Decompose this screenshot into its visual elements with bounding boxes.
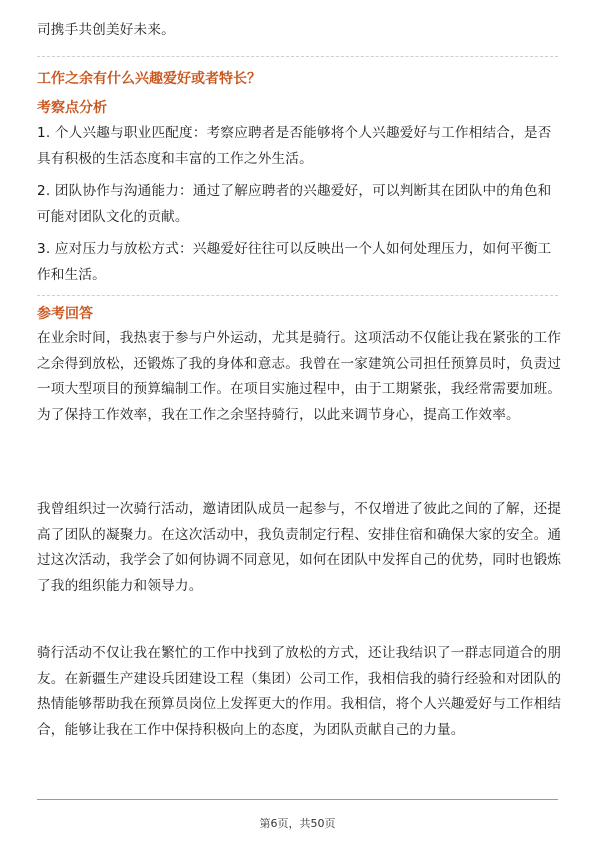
analysis-point-3: 3. 应对压力与放松方式：兴趣爱好往往可以反映出一个人如何处理压力，如何平衡工作和生活。	[37, 241, 552, 283]
section-divider	[37, 56, 558, 57]
page-number: 第6页，共50页	[259, 817, 336, 830]
answer-paragraph-1: 在业余时间，我热衷于参与户外运动，尤其是骑行。这项活动不仅能让我在紧张的工作之余得到放松，还锻炼了我的身体和意志。我曾在一家建筑公司担任预算员时，负责过一项大型项目的预算编制工作。在项目实施过程中，由于工期紧张，我经常需要加班。为了保持工作效率，我在工作之余坚持骑行，以此来调节身心，提高工作效率。	[37, 330, 562, 423]
answer-heading: 参考回答	[37, 306, 93, 322]
analysis-point-1: 1. 个人兴趣与职业匹配度：考察应聘者是否能够将个人兴趣爱好与工作相结合，是否具有积极的生活态度和丰富的工作之外生活。	[37, 125, 552, 167]
section-divider	[37, 295, 558, 296]
analysis-point-2: 2. 团队协作与沟通能力：通过了解应聘者的兴趣爱好，可以判断其在团队中的角色和可能对团队文化的贡献。	[37, 183, 552, 225]
analysis-heading: 考察点分析	[37, 100, 107, 116]
intro-tail-text: 司携手共创美好未来。	[37, 22, 175, 38]
answer-paragraph-3: 骑行活动不仅让我在繁忙的工作中找到了放松的方式，还让我结识了一群志同道合的朋友。在新疆生产建设兵团建设工程（集团）公司工作，我相信我的骑行经验和对团队的热情能够帮助我在预算员岗位上发挥更大的作用。我相信，将个人兴趣爱好与工作相结合，能够让我在工作中保持积极向上的态度，为团队贡献自己的力量。	[37, 645, 562, 738]
answer-paragraph-2: 我曾组织过一次骑行活动，邀请团队成员一起参与，不仅增进了彼此之间的了解，还提高了团队的凝聚力。在这次活动中，我负责制定行程、安排住宿和确保大家的安全。通过这次活动，我学会了如何协调不同意见，如何在团队中发挥自己的优势，同时也锻炼了我的组织能力和领导力。	[37, 501, 562, 594]
footer-divider	[37, 799, 558, 800]
question-title: 工作之余有什么兴趣爱好或者特长？	[37, 71, 261, 87]
